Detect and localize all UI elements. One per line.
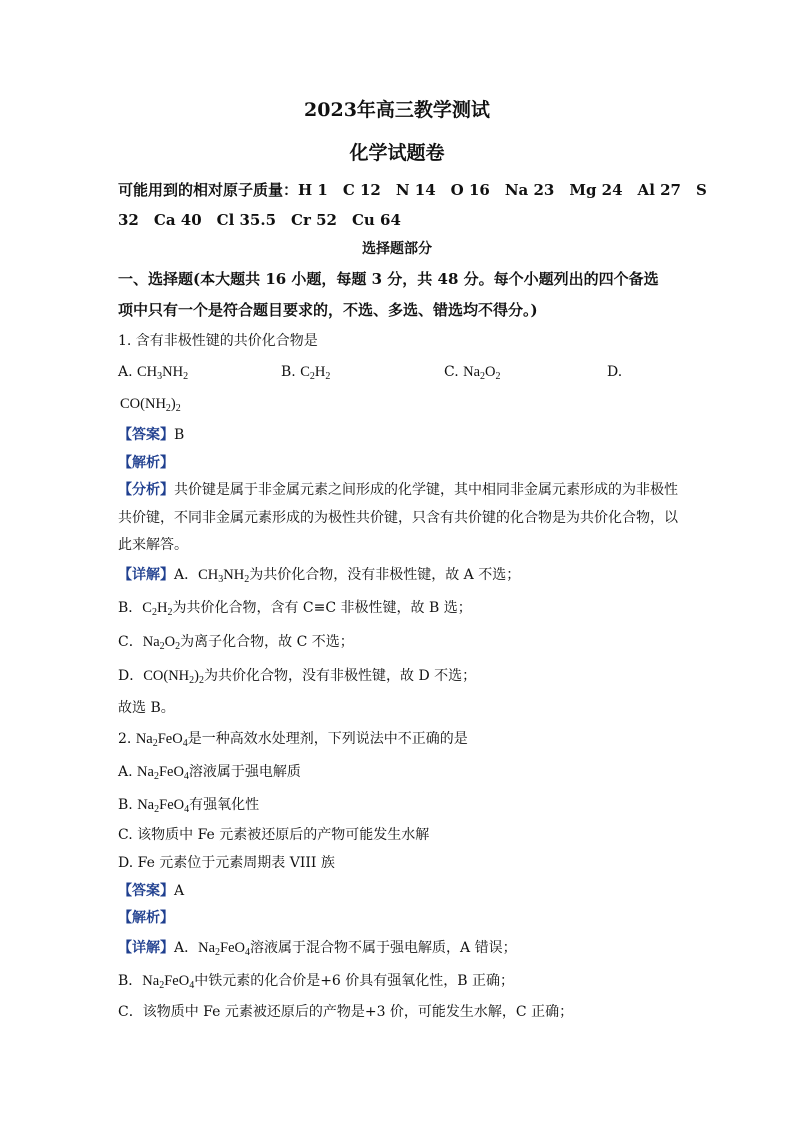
q2-detail-a: 【详解】A．$Na_2FeO_4$溶液属于混合物不属于强电解质，A 错误； — [118, 940, 517, 958]
q1-detail-a: 【详解】A．$CH_3NH_2$为共价化合物，没有非极性键，故 A 不选； — [118, 567, 521, 585]
exam-subtitle: 化学试题卷 — [349, 142, 445, 164]
fenxi-text: 共价键是属于非金属元素之间形成的化学键，其中相同非金属元素形成的为非极性 — [174, 482, 678, 498]
q1-option-a — [118, 362, 188, 382]
option-label: B. — [281, 364, 296, 380]
q2-option-b: B. $Na_2FeO_4$有强氧化性 — [118, 797, 260, 815]
q2-option-a: A. $Na_2FeO_4$溶液属于强电解质 — [118, 764, 301, 782]
formula: $CH_3NH_2$ — [198, 567, 250, 585]
formula: $Na_2FeO_4$ — [142, 973, 195, 991]
q2-detail-c: C．该物质中 Fe 元素被还原后的产物是+3 价，可能发生水解，C 正确； — [118, 1004, 574, 1020]
q2-detail-b: B．$Na_2FeO_4$中铁元素的化合价是+6 价具有强氧化性，B 正确； — [118, 973, 515, 991]
part-one-line-2: 项中只有一个是符合题目要求的，不选、多选、错选均不得分。) — [118, 301, 538, 319]
q1-option-b — [281, 362, 330, 382]
fenxi-tag: 【分析】 — [118, 482, 174, 498]
formula: $CH_3NH_2$ — [137, 364, 189, 382]
section-heading: 选择题部分 — [362, 241, 432, 257]
exam-title: 2023年高三教学测试 — [304, 99, 490, 121]
q1-fenxi-line-2: 共价键，不同非金属元素形成的为极性共价键，只含有共价键的化合物是为共价化合物，以 — [118, 510, 678, 526]
q1-fenxi-line-3: 此来解答。 — [118, 537, 188, 553]
formula: $CO(NH_2)_2$ — [143, 668, 204, 686]
answer-tag: 【答案】 — [118, 427, 174, 443]
atomic-masses-line-1: 可能用到的相对原子质量：H 1 C 12 N 14 O 16 Na 23 Mg 24 Al 27 S — [118, 181, 707, 199]
q2-option-d: D. Fe 元素位于元素周期表 VIII 族 — [118, 855, 335, 871]
q2-stem: 2. $Na_2FeO_4$是一种高效水处理剂，下列说法中不正确的是 — [118, 731, 468, 749]
option-label: A. — [118, 364, 133, 380]
q1-option-d — [120, 394, 181, 414]
formula: $Na_2FeO_4$ — [135, 731, 188, 749]
q1-fenxi-line-1 — [118, 480, 678, 500]
formula: $Na_2FeO_4$ — [137, 764, 189, 782]
part-one-line-1: 一、选择题(本大题共 16 小题，每题 3 分，共 48 分。每个小题列出的四个备选 — [118, 270, 659, 288]
q1-detail-c: C．$Na_2O_2$为离子化合物，故 C 不选； — [118, 634, 354, 652]
answer-value: B — [174, 427, 185, 443]
option-label: C. — [444, 364, 459, 380]
formula: $Na_2FeO_4$ — [198, 940, 251, 958]
q2-answer — [118, 881, 184, 901]
formula: $C_2H_2$ — [300, 364, 331, 382]
q1-stem: 1. 含有非极性键的共价化合物是 — [118, 333, 318, 349]
q1-detail-d: D．$CO(NH_2)_2$为共价化合物，没有非极性键，故 D 不选； — [118, 668, 477, 686]
q1-conclusion: 故选 B。 — [118, 700, 175, 716]
q1-analysis-tag: 【解析】 — [118, 455, 174, 471]
option-label: B. — [118, 797, 133, 813]
detail-tag: 【详解】 — [118, 567, 174, 583]
detail-tag: 【详解】 — [118, 940, 174, 956]
q1-option-c — [444, 362, 501, 382]
formula: $CO(NH_2)_2$ — [120, 396, 181, 414]
option-label: A. — [118, 764, 133, 780]
q2-option-c: C. 该物质中 Fe 元素被还原后的产物可能发生水解 — [118, 827, 430, 843]
q1-option-d-label: D. — [607, 364, 623, 380]
atomic-masses-line-2: 32 Ca 40 Cl 35.5 Cr 52 Cu 64 — [118, 211, 401, 229]
formula: $Na_2O_2$ — [463, 364, 501, 382]
answer-tag: 【答案】 — [118, 883, 174, 899]
answer-value: A — [174, 883, 185, 899]
q1-detail-b: B．$C_2H_2$为共价化合物，含有 C≡C 非极性键，故 B 选； — [118, 600, 472, 618]
formula: $Na_2O_2$ — [142, 634, 181, 652]
formula: $Na_2FeO_4$ — [137, 797, 190, 815]
formula: $C_2H_2$ — [142, 600, 173, 618]
q1-answer — [118, 425, 184, 445]
q2-analysis-tag: 【解析】 — [118, 910, 174, 926]
